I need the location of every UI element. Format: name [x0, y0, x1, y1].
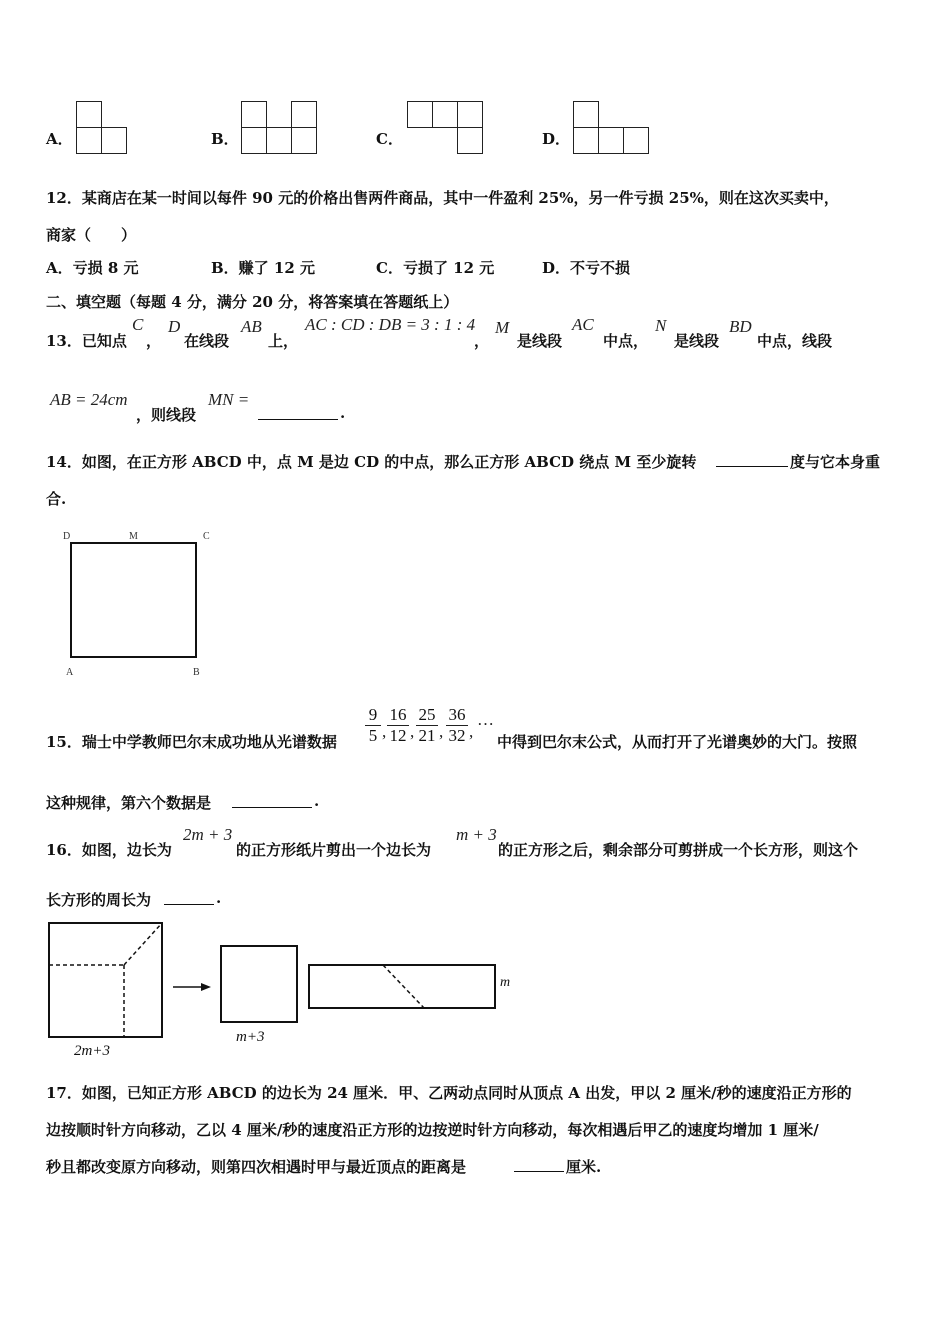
label-b: B — [193, 667, 200, 678]
q17-line3: 秒且都改变原方向移动，则第四次相遇时甲与最近顶点的距离是 — [46, 1158, 467, 1176]
q13-math-ab: AB — [241, 317, 262, 336]
q15-fraction-1: $\frac{9}{5}$ — [365, 705, 381, 746]
q14-answer-blank — [716, 450, 788, 467]
q13-math-ab24: AB = 24cm — [50, 390, 128, 409]
q13-math-ac: AC — [572, 315, 594, 334]
q16-text-1: 16．如图，边长为 — [46, 841, 172, 859]
q13-math-mn: MN = — [208, 390, 250, 409]
q15-line2: 这种规律，第六个数据是 — [46, 794, 212, 812]
square-abcd — [71, 543, 196, 657]
q14-line1-end: 度与它本身重 — [790, 453, 881, 471]
q13-text-8: ，则线段 — [136, 406, 197, 424]
q15-sep-3: , — [439, 722, 444, 741]
q17-line2: 边按顺时针方向移动，乙以 4 厘米/秒的速度沿正方形的边按逆时针方向移动，每次相遇后甲乙的速度均增加 1 厘米/ — [46, 1121, 819, 1139]
q13-answer-blank — [258, 403, 338, 420]
q16-math-2m3: 2m + 3 — [183, 825, 233, 844]
arrow-head — [201, 983, 211, 991]
q15-fraction-4: $\frac{36}{32}$ — [446, 705, 468, 746]
q15-answer-blank — [232, 791, 312, 808]
q12-option-a: A．亏损 8 元 — [46, 259, 139, 277]
small-square — [221, 946, 297, 1022]
q15-sep-2: , — [410, 722, 415, 741]
section-2-heading: 二、填空题（每题 4 分，满分 20 分，将答案填在答题纸上） — [46, 293, 459, 311]
q14-line2: 合. — [46, 490, 67, 508]
q15-sep-1: , — [382, 722, 387, 741]
q15-fraction-2: $\frac{16}{12}$ — [387, 705, 409, 746]
q13-text-6: 是线段 — [674, 332, 720, 350]
q14-square-figure — [58, 526, 218, 682]
q15-line2-end: . — [314, 792, 320, 810]
q13-comma-2: ， — [474, 332, 490, 350]
q16-math-m3: m + 3 — [456, 825, 497, 844]
q12-option-b: B．赚了 12 元 — [211, 259, 315, 277]
label-c: C — [203, 531, 210, 542]
big-square — [49, 923, 162, 1037]
q16-figure — [40, 915, 520, 1060]
q13-math-bd: BD — [729, 317, 752, 336]
q13-text-2: 在线段 — [184, 332, 230, 350]
q17-line1: 17．如图，已知正方形 ABCD 的边长为 24 厘米．甲、乙两动点同时从顶点 A 出发，甲以 2 厘米/秒的速度沿正方形的 — [46, 1084, 852, 1102]
long-rectangle — [309, 965, 495, 1008]
q13-text-4: 是线段 — [517, 332, 563, 350]
q11-option-c-label: C． — [376, 130, 403, 148]
label-2m3: 2m+3 — [74, 1043, 110, 1059]
q13-comma-1: ， — [146, 332, 162, 350]
q15-suffix: 中得到巴尔末公式，从而打开了光谱奥妙的大门。按照 — [497, 733, 858, 751]
q13-math-m: M — [495, 318, 510, 337]
q13-text-3: 上， — [268, 332, 299, 350]
q12-option-d: D．不亏不损 — [542, 259, 631, 277]
label-m3: m+3 — [236, 1029, 265, 1045]
q13-math-n: N — [655, 316, 667, 335]
q14-line1: 14．如图，在正方形 ABCD 中，点 M 是边 CD 的中点，那么正方形 ABCD 绕点 M 至少旋转 — [46, 453, 697, 471]
label-d: D — [63, 531, 71, 542]
q17-answer-blank — [514, 1155, 564, 1172]
q16-text-2: 的正方形纸片剪出一个边长为 — [236, 841, 432, 859]
q16-text-3: 的正方形之后，剩余部分可剪拼成一个长方形，则这个 — [498, 841, 859, 859]
label-m: M — [129, 531, 138, 542]
q13-text-7: 中点，线段 — [757, 332, 833, 350]
q13-text-1: 13．已知点 — [46, 332, 127, 350]
q13-end: . — [340, 404, 346, 422]
q12-option-c: C．亏损了 12 元 — [376, 259, 495, 277]
q11-option-d-label: D． — [542, 130, 571, 148]
q11-option-b-label: B． — [211, 130, 239, 148]
label-m: m — [500, 975, 511, 990]
q16-line2-end: . — [216, 889, 222, 907]
q13-math-ratio: AC : CD : DB = 3 : 1 : 4 — [305, 315, 476, 334]
q12-line2: 商家（ ） — [46, 226, 137, 244]
q15-sep-4: , — [469, 722, 474, 741]
q17-line3-end: 厘米. — [566, 1158, 602, 1176]
q12-line1: 12．某商店在某一时间以每件 90 元的价格出售两件商品，其中一件盈利 25%，另一件亏损 25%，则在这次买卖中， — [46, 189, 839, 207]
q13-math-d: D — [168, 317, 181, 336]
q16-line2: 长方形的周长为 — [46, 891, 152, 909]
q16-answer-blank — [164, 888, 214, 905]
q11-option-a-label: A． — [46, 130, 73, 148]
q13-text-5: 中点， — [603, 332, 649, 350]
q13-math-c: C — [132, 315, 144, 334]
label-a: A — [66, 667, 74, 678]
q15-prefix: 15．瑞士中学教师巴尔末成功地从光谱数据 — [46, 733, 337, 751]
q15-fraction-3: $\frac{25}{21}$ — [416, 705, 438, 746]
q15-ellipsis: … — [477, 710, 494, 729]
